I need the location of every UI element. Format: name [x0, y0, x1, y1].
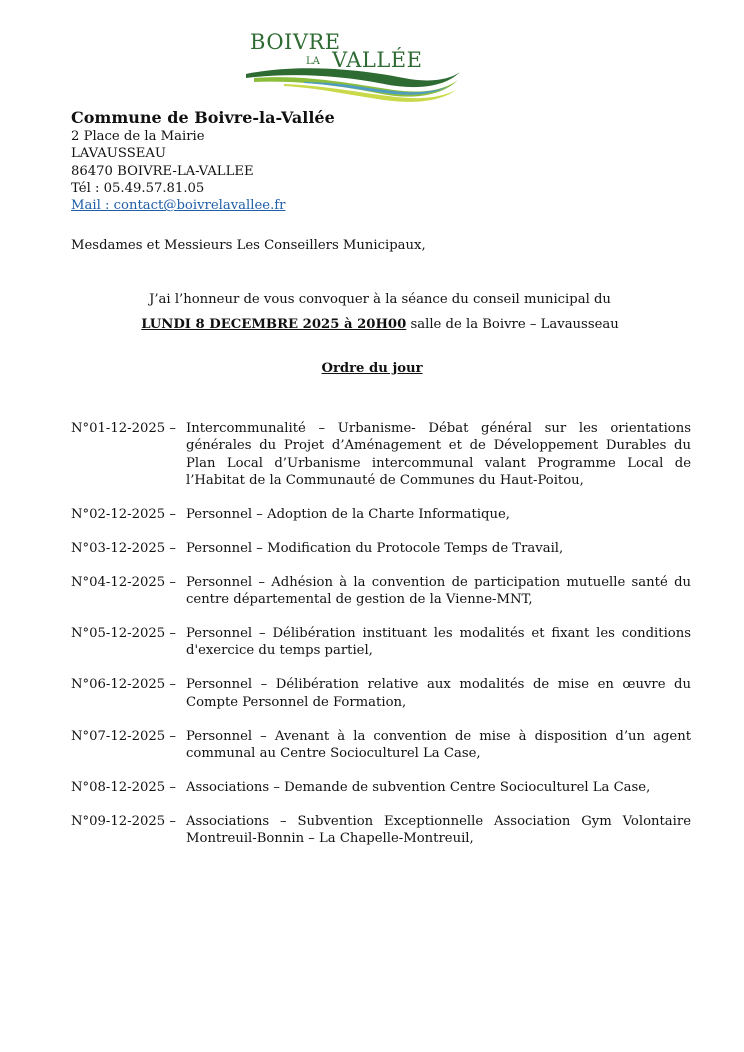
address-postal: 86470 BOIVRE-LA-VALLEE: [71, 163, 254, 179]
logo-text-la: LA: [306, 56, 320, 67]
agenda-item: [71, 574, 691, 609]
agenda-item: [71, 625, 691, 660]
agenda-item-text: Personnel – Modification du Protocole Temps de Travail,: [186, 540, 564, 556]
agenda-item-number: N°07-12-2025 –: [71, 728, 176, 744]
agenda-item-number: N°04-12-2025 –: [71, 574, 176, 590]
agenda-list: [71, 420, 691, 864]
agenda-item-text: Intercommunalité – Urbanisme- Débat général sur les orientations générales du Projet d’Aménagement et de Développement Durables du Plan Local d’Urbanisme intercommunal valant Programme Local de l’Habitat de la Communauté de Communes du Haut-Poitou,: [186, 421, 691, 488]
commune-name: Commune de Boivre-la-Vallée: [71, 108, 335, 127]
salutation: Mesdames et Messieurs Les Conseillers Municipaux,: [71, 238, 426, 253]
meeting-location: salle de la Boivre – Lavausseau: [406, 317, 619, 332]
agenda-item: [71, 540, 691, 557]
meeting-date-line: [0, 312, 744, 337]
agenda-item-text: Personnel – Adhésion à la convention de participation mutuelle santé du centre départemental de gestion de la Vienne-MNT,: [186, 574, 691, 608]
meeting-date: LUNDI 8 DECEMBRE 2025 à 20H00: [141, 317, 407, 332]
email-link[interactable]: Mail : contact@boivrelavallee.fr: [71, 198, 286, 214]
intro-line: J’ai l’honneur de vous convoquer à la séance du conseil municipal du: [149, 292, 611, 307]
agenda-item: [71, 420, 691, 489]
agenda-item-text: Associations – Subvention Exceptionnelle Association Gym Volontaire Montreuil-Bonnin – La Chapelle-Montreuil,: [186, 813, 691, 847]
logo-text-vallee: VALLÉE: [332, 48, 423, 72]
agenda-item-text: Personnel – Adoption de la Charte Informatique,: [186, 506, 510, 522]
agenda-item-number: N°02-12-2025 –: [71, 506, 176, 522]
agenda-item: [71, 813, 691, 848]
address-street: 2 Place de la Mairie: [71, 129, 205, 144]
agenda-item: [71, 728, 691, 763]
logo-text-boivre: BOIVRE: [250, 30, 341, 54]
sender-address: [71, 107, 335, 214]
agenda-item-text: Personnel – Avenant à la convention de mise à disposition d’un agent communal au Centre Socioculturel La Case,: [186, 728, 691, 761]
logo-swoosh-icon: [244, 64, 462, 104]
agenda-item: [71, 506, 691, 523]
agenda-item: [71, 779, 691, 796]
agenda-item-number: N°09-12-2025 –: [71, 813, 176, 829]
address-phone: Tél : 05.49.57.81.05: [71, 180, 205, 196]
agenda-item-number: N°05-12-2025 –: [71, 626, 176, 642]
agenda-item: [71, 676, 691, 711]
address-place: LAVAUSSEAU: [71, 146, 166, 162]
agenda-item-number: N°06-12-2025 –: [71, 677, 176, 693]
agenda-item-text: Associations – Demande de subvention Centre Socioculturel La Case,: [186, 779, 651, 795]
agenda-item-number: N°01-12-2025 –: [71, 421, 176, 436]
convocation-intro: [0, 287, 744, 337]
agenda-item-number: N°08-12-2025 –: [71, 779, 176, 795]
agenda-title: Ordre du jour: [321, 361, 423, 376]
agenda-item-text: Personnel – Délibération relative aux modalités de mise en œuvre du Compte Personnel de Formation,: [186, 677, 691, 710]
agenda-item-number: N°03-12-2025 –: [71, 540, 176, 556]
boivre-la-vallee-logo: [244, 28, 462, 104]
agenda-item-text: Personnel – Délibération instituant les modalités et fixant les conditions d'exercice du temps partiel,: [186, 626, 691, 659]
